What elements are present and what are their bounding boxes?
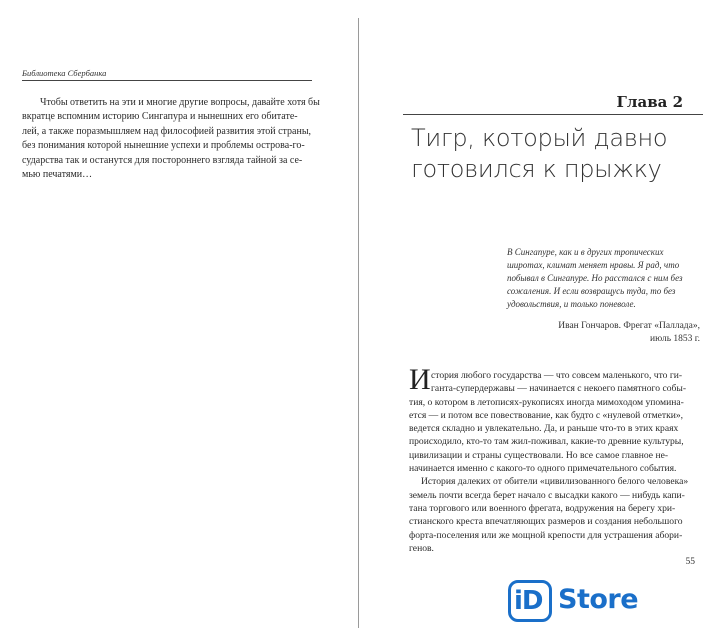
text-line: стория любого государства — что совсем маленького, что ги- (431, 370, 683, 381)
text-line: ганта-супердержавы — начинается с некоего памятного собы- (431, 383, 687, 395)
text-line: земель почти всегда берет начало с высадки какого — нибудь капи- (409, 489, 685, 501)
left-page-text (22, 96, 320, 182)
left-page (0, 0, 358, 640)
text-line: без понимания которой нынешние успехи и проблемы острова-го- (22, 140, 305, 152)
chapter-title-line: Тигр, который давно (411, 124, 668, 152)
text-line: лей, а также поразмышляем над философией развития этой страны, (22, 125, 312, 137)
epigraph-line: удовольствия, и только поневоле. (507, 299, 636, 309)
epigraph (507, 246, 705, 311)
right-page (359, 0, 720, 640)
text-line: ется — и потом все повествование, как будто с «нулевой отметки», (409, 409, 684, 421)
epigraph-line: побывал в Сингапуре. Но расстался с ним без (507, 273, 683, 283)
chapter-title (411, 123, 701, 185)
text-line: Чтобы ответить на эти и многие другие вопросы, давайте хотя бы (40, 97, 320, 108)
logo-word: Store (558, 584, 639, 615)
text-line: форта-поселения или же мощной крепости для устрашения абори- (409, 529, 683, 541)
epigraph-line: сожаления. И если возвращусь туда, то без (507, 286, 676, 296)
idstore-watermark-logo (508, 575, 648, 625)
right-page-text (409, 369, 705, 555)
attribution-line: Иван Гончаров. Фрегат «Паллада», (558, 321, 700, 331)
text-line: генов. (409, 542, 434, 554)
chapter-label: Глава 2 (616, 93, 683, 111)
logo-box-text: iD (514, 586, 543, 616)
text-line: мью печатями… (22, 169, 93, 181)
chapter-title-line: готовился к прыжку (411, 155, 662, 183)
text-line: начинается именно с какого-то одного примечательного события. (409, 463, 677, 475)
text-line: цивилизации и страны существовали. Но все самое главное не- (409, 449, 669, 461)
text-line: вкратце вспомним историю Сингапура и нынешних его обитате- (22, 111, 298, 123)
logo-box (508, 580, 552, 622)
text-line: сударства так и останутся для постороннего взгляда тайной за се- (22, 154, 303, 166)
epigraph-attribution (558, 320, 700, 346)
text-line: ведется складно и увлекательно. Да, и раньше что-то в этих краях (409, 423, 679, 435)
text-line: стианского креста впечатляющих размеров и создания небольшого (409, 516, 683, 528)
drop-cap: И (409, 363, 431, 396)
text-line: тия, о котором в летописях-рукописях иногда мимоходом упомина- (409, 396, 684, 408)
text-line: происходило, кто-то там жил-поживал, какие-то древние культуры, (409, 436, 684, 448)
running-head: Библиотека Сбербанка (22, 68, 107, 78)
epigraph-line: В Сингапуре, как и в других тропических (507, 247, 664, 257)
attribution-line: июль 1853 г. (650, 334, 700, 344)
text-line: История далеких от обители «цивилизованного белого человека» (421, 476, 689, 488)
text-line: тана торгового или военного фрегата, водружения на берегу хри- (409, 502, 676, 514)
chapter-rule (403, 114, 703, 115)
epigraph-line: широтах, климат меняет нравы. Я рад, что (507, 260, 680, 270)
page-number: 55 (685, 557, 695, 567)
running-head-rule (22, 80, 312, 81)
